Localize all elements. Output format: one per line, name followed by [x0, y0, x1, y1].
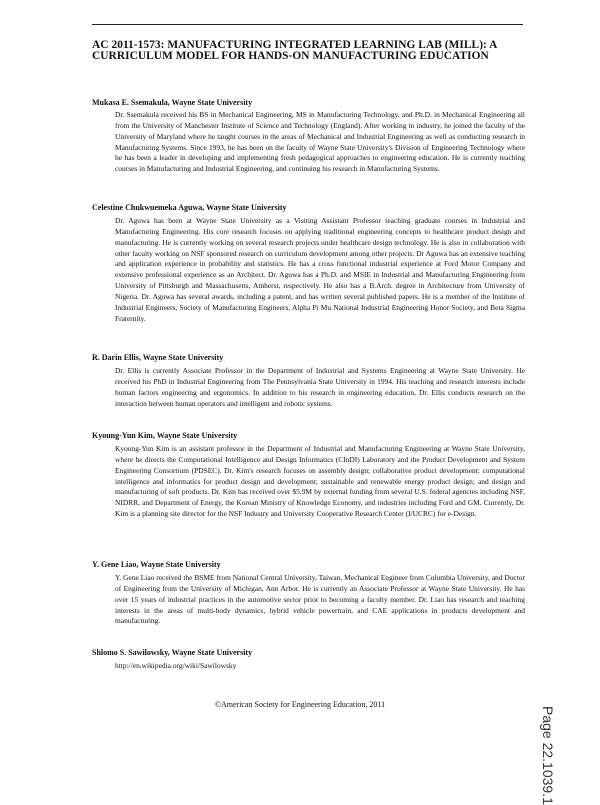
copyright-footer: ©American Society for Engineering Education, 2011 — [214, 700, 386, 709]
author-bio: Dr. Aguwa has been at Wayne State University as a Visiting Assistant Professor teaching graduate courses in Industrial and Manufacturing Engineering. His core research focuses on applying traditional engineering concepts to healthcare product design and manufacturing. He is currently working on several research projects under healthcare design technology. He is also in collaboration with other faculty working on NSF sponsored research on curriculum development among other projects. Dr Aguwa has an extensive teaching and application experience in probability and statistics. He has a cross functional industrial experience at Ford Motor Company and extensive professional experience as an Architect. Dr. Aguwa has a Ph.D. and MSIE in Industrial and Manufacturing Engineering from University of Pittsburgh and Massachusetts, Amherst, respectively. He also has a B.Arch. degree in Architecture from University of Nigeria. Dr. Aguwa has several awards, including a patent, and has written several published papers. He is a member of the Institute of Industrial Engineers, Society of Manufacturing Engineers, Alpha Pi Mu National Industrial Engineering Honor Society, and Beta Sigma Fraternity. — [115, 216, 525, 323]
author-bio: Dr. Ssemakula received his BS in Mechanical Engineering, MS in Manufacturing Technology, and Ph.D. in Mechanical Engineering all from the University of Manchester Institute of Science and Technology (England). After working in industry, he joined the faculty of the University of Maryland where he taught courses in the areas of Mechanical and Industrial Engineering as well as conducting research in Manufacturing Systems. Since 1993, he has been on the faculty of Wayne State University's Division of Engineering Technology where he has been a leader in developing and implementing fresh pedagogical approaches to engineering education. He is currently teaching courses in Manufacturing and Industrial Engineering, and continuing his research in Manufacturing Systems. — [115, 110, 525, 174]
author-bio: Kyoung-Yun Kim is an assistant professor in the Department of Industrial and Manufacturing Engineering at Wayne State University, where he directs the Computational Intelligence and Design Informatics (CInDI) Laboratory and the Product Development and System Engineering Consortium (PDSEC). Dr. Kim's research focuses on assembly design; collaborative product development; computational intelligence and informatics for product design and development; sustainable and renewable energy product design; and design and manufacturing of soft products. Dr. Kim has received over $5.9M by external funding from several U.S. federal agencies including NSF, NIDRR, and Department of Energy, the Korean Ministry of Knowledge Economy, and industries including Ford and GM. Currently, Dr. Kim is a planning site director for the NSF Industry and University Cooperative Research Center (I/UCRC) for e-Design. — [115, 444, 525, 519]
author-name: Mukasa E. Ssemakula, Wayne State University — [92, 98, 253, 107]
header-rule — [92, 24, 523, 25]
author-name: Y. Gene Liao, Wayne State University — [92, 560, 221, 569]
author-name: Celestine Chukwuemeka Aguwa, Wayne State University — [92, 203, 287, 212]
author-bio: Dr. Ellis is currently Associate Professor in the Department of Industrial and Systems Engineering at Wayne State University. He received his PhD in Industrial Engineering from The Pennsylvania State University in 1994. His teaching and research interests include human factors engineering and ergonomics. In addition to his research in engineering education, Dr. Ellis conducts research on the interaction between human operators and intelligent and robotic systems. — [115, 366, 525, 408]
author-name: Shlomo S. Sawilowsky, Wayne State University — [92, 648, 253, 657]
author-name: R. Darin Ellis, Wayne State University — [92, 353, 224, 362]
page-number: Page 22.1039.1 — [540, 706, 556, 805]
author-name: Kyoung-Yun Kim, Wayne State University — [92, 431, 238, 440]
author-bio: Y. Gene Liao received the BSME from National Central University, Taiwan, Mechanical Engineer from Columbia University, and Doctor of Engineering from the University of Michigan, Ann Arbor. He is currently an Associate Professor at Wayne State University. He has over 15 years of industrial practices in the automotive sector prior to becoming a faculty member. Dr. Liao has research and teaching interests in the areas of multi-body dynamics, hybrid vehicle powertrain, and CAE applications in products development and manufacturing. — [115, 573, 525, 626]
author-bio: http://en.wikipedia.org/wiki/Sawilowsky — [115, 661, 237, 670]
paper-title: AC 2011-1573: MANUFACTURING INTEGRATED LEARNING LAB (MILL): A CURRICULUM MODEL FOR HANDS-ON MANUFACTURING EDUCATION — [92, 39, 497, 62]
